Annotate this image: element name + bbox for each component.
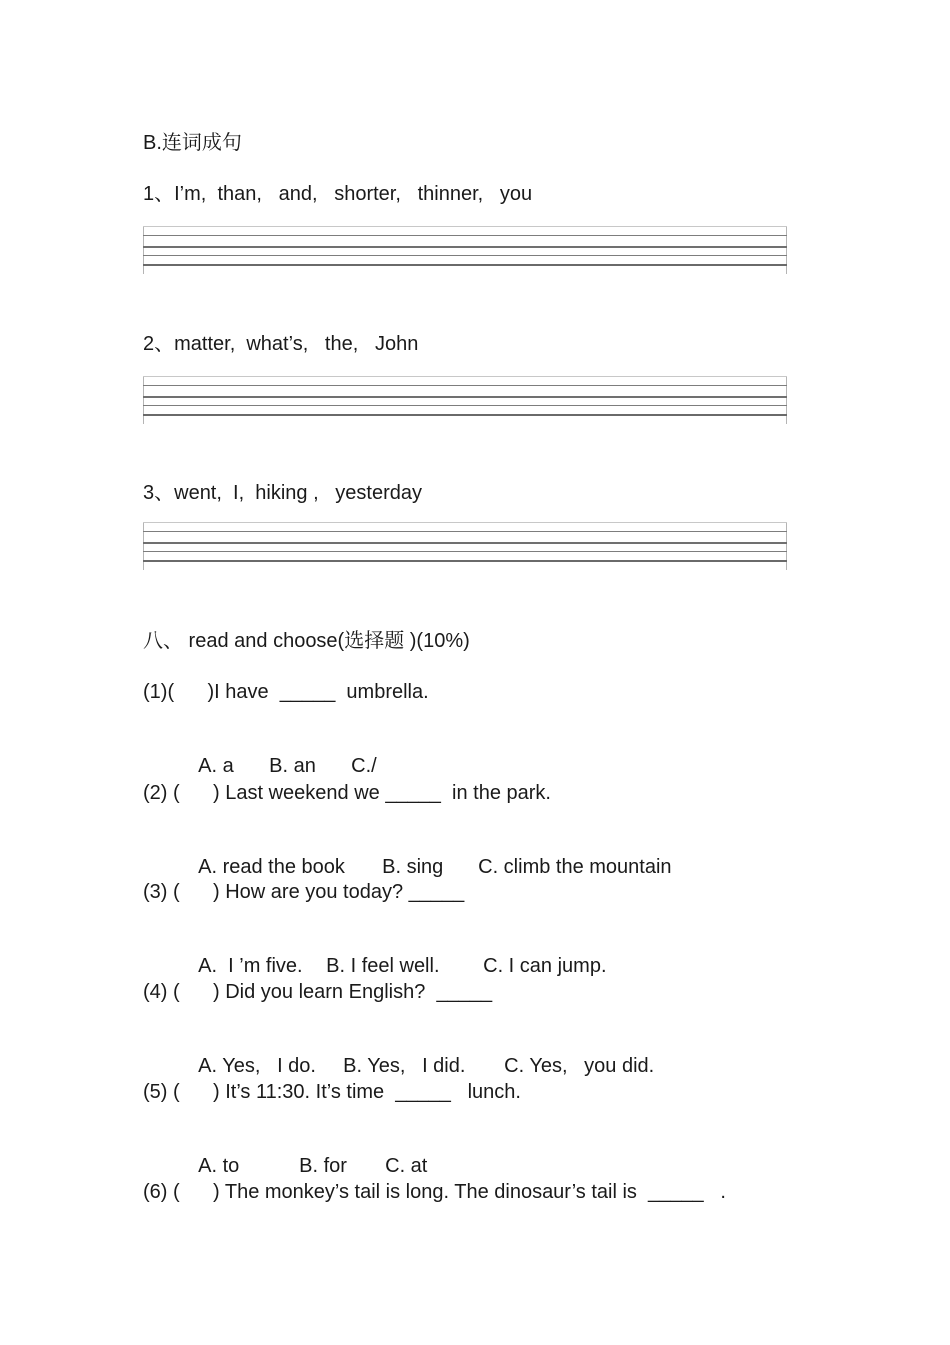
option-a: A. read the book (198, 856, 345, 878)
option-a: A. a (198, 755, 234, 777)
option-a: A. Yes, I do. (198, 1055, 316, 1077)
choice-question-6: (6) ( ) The monkey’s tail is long. The dinosaur’s tail is _____ . (143, 1181, 726, 1203)
answer-lines-1 (143, 226, 787, 274)
option-b: B. sing (382, 856, 444, 878)
section-b-title: B.连词成句 (143, 132, 242, 154)
choice-options-4 (187, 1030, 654, 1078)
option-b: B. for (299, 1155, 347, 1177)
option-c: C. climb the mountain (478, 856, 672, 878)
choice-question-1: (1)( )I have _____ umbrella. (143, 681, 429, 703)
option-c: C. at (385, 1155, 428, 1177)
option-b: B. I feel well. (326, 955, 440, 977)
choice-options-3 (187, 930, 607, 978)
option-c: C. Yes, you did. (504, 1055, 655, 1077)
option-c: C. I can jump. (483, 955, 607, 977)
choice-question-3: (3) ( ) How are you today? _____ (143, 881, 465, 903)
answer-lines-3 (143, 522, 787, 570)
answer-lines-2 (143, 376, 787, 424)
choice-options-2 (187, 831, 672, 879)
option-c: C./ (351, 755, 377, 777)
option-b: B. Yes, I did. (343, 1055, 466, 1077)
choice-options-5 (187, 1130, 427, 1178)
scramble-question-1: 1、I’m, than, and, shorter, thinner, you (143, 183, 533, 205)
scramble-question-2: 2、matter, what’s, the, John (143, 333, 419, 355)
option-a: A. to (198, 1155, 240, 1177)
option-a: A. I ’m five. (198, 955, 303, 977)
scramble-question-3: 3、went, I, hiking , yesterday (143, 482, 423, 504)
option-b: B. an (269, 755, 316, 777)
choice-question-5: (5) ( ) It’s 11:30. It’s time _____ lunch. (143, 1081, 521, 1103)
section-8-title: 八、 read and choose(选择题 )(10%) (143, 630, 470, 652)
choice-question-2: (2) ( ) Last weekend we _____ in the park. (143, 782, 551, 804)
choice-question-4: (4) ( ) Did you learn English? _____ (143, 981, 493, 1003)
choice-options-1 (187, 730, 377, 778)
